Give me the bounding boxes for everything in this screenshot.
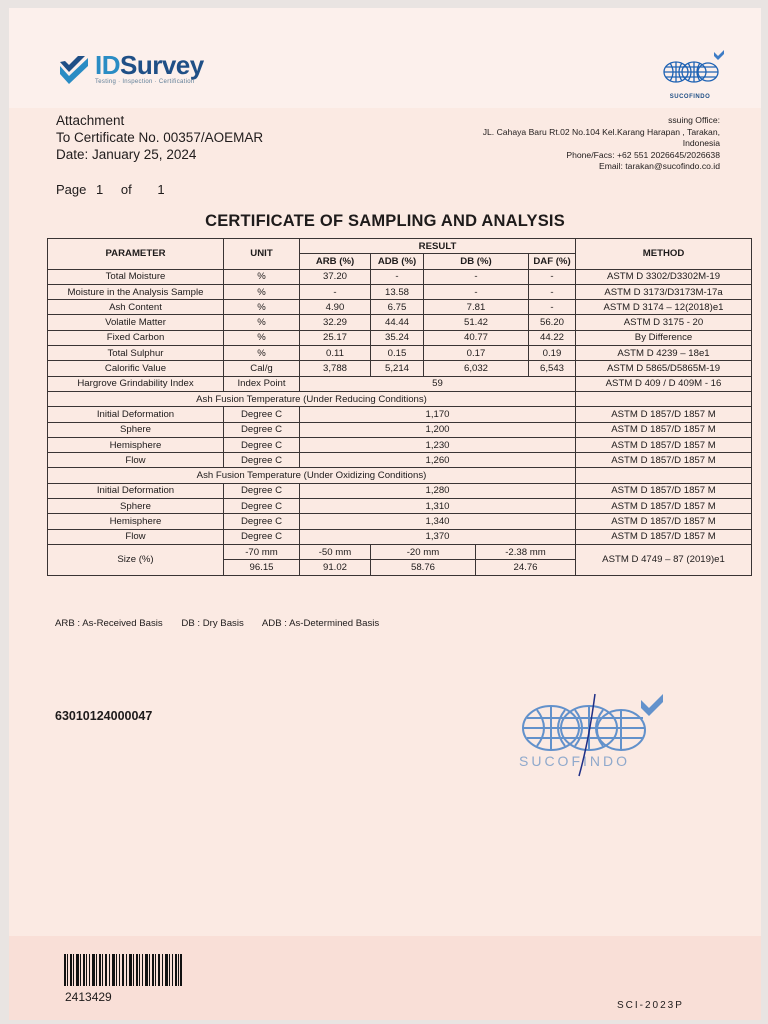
table-row: Sphere Degree C 1,200 ASTM D 1857/D 1857 M	[48, 422, 752, 437]
header-method: METHOD	[576, 239, 752, 270]
sucofindo-wordmark: SUCOFINDO	[669, 94, 711, 100]
certificate-reference	[56, 112, 263, 163]
table-row: Ash Content % 4.90 6.75 7.81 - ASTM D 3174 – 12(2018)e1	[48, 300, 752, 315]
certificate-date: Date: January 25, 2024	[56, 147, 197, 162]
section-header-oxidizing: Ash Fusion Temperature (Under Oxidizing Conditions)	[48, 468, 752, 483]
page-indicator: Page 1 of 1	[56, 182, 165, 197]
table-row: Flow Degree C 1,370 ASTM D 1857/D 1857 M	[48, 529, 752, 544]
size-row-values: 96.15 91.02 58.76 24.76	[48, 560, 752, 575]
section-header-reducing: Ash Fusion Temperature (Under Reducing Conditions)	[48, 391, 752, 406]
table-row: Fixed Carbon % 25.17 35.24 40.77 44.22 By Difference	[48, 330, 752, 345]
office-email: Email: tarakan@sucofindo.co.id	[599, 161, 720, 171]
sucofindo-globe-icon	[654, 48, 726, 88]
header-adb: ADB (%)	[371, 254, 424, 269]
analysis-table	[47, 238, 752, 576]
table-row: Calorific Value Cal/g 3,788 5,214 6,032 6,543 ASTM D 5865/D5865M-19	[48, 361, 752, 376]
table-row: Volatile Matter % 32.29 44.44 51.42 56.20 ASTM D 3175 - 20	[48, 315, 752, 330]
office-address: JL. Cahaya Baru Rt.02 No.104 Kel.Karang Harapan , Tarakan,	[482, 126, 720, 137]
certificate-page	[9, 8, 761, 1020]
header-arb: ARB (%)	[300, 254, 371, 269]
table-row: Flow Degree C 1,260 ASTM D 1857/D 1857 M	[48, 453, 752, 468]
size-row-heads: Size (%) -70 mm -50 mm -20 mm -2.38 mm ASTM D 4749 – 87 (2019)e1	[48, 544, 752, 559]
table-row: Hemisphere Degree C 1,340 ASTM D 1857/D 1857 M	[48, 514, 752, 529]
basis-legend: ARB : As-Received Basis DB : Dry Basis ADB : As-Determined Basis	[55, 618, 380, 629]
table-row: Initial Deformation Degree C 1,170 ASTM D 1857/D 1857 M	[48, 407, 752, 422]
idsurvey-logo	[57, 52, 204, 86]
svg-text:SUCOFINDO: SUCOFINDO	[519, 753, 630, 769]
certificate-number: To Certificate No. 00357/AOEMAR	[56, 130, 264, 145]
office-label: ssuing Office:	[668, 115, 720, 125]
header-parameter: PARAMETER	[48, 239, 224, 270]
header-daf: DAF (%)	[529, 254, 576, 269]
sucofindo-logo	[654, 48, 726, 100]
table-row: Sphere Degree C 1,310 ASTM D 1857/D 1857 M	[48, 499, 752, 514]
table-row: Initial Deformation Degree C 1,280 ASTM D 1857/D 1857 M	[48, 483, 752, 498]
sucofindo-stamp	[509, 680, 669, 790]
table-row: Total Sulphur % 0.11 0.15 0.17 0.19 ASTM D 4239 – 18e1	[48, 346, 752, 361]
office-phone: Phone/Facs: +62 551 2026645/2026638	[566, 149, 720, 160]
header-db: DB (%)	[424, 254, 529, 269]
attachment-label: Attachment	[56, 113, 125, 128]
header-result: RESULT	[300, 239, 576, 254]
hgi-row: Hargrove Grindability Index Index Point 59 ASTM D 409 / D 409M - 16	[48, 376, 752, 391]
reference-number: 63010124000047	[55, 709, 153, 723]
form-code: SCI-2023P	[617, 1000, 684, 1011]
table-row: Total Moisture % 37.20 - - - ASTM D 3302/D3302M-19	[48, 269, 752, 284]
table-row: Moisture in the Analysis Sample % - 13.58 - - ASTM D 3173/D3173M-17a	[48, 284, 752, 299]
idsurvey-tagline: Testing · Inspection · Certification	[95, 79, 195, 85]
page-title: CERTIFICATE OF SAMPLING AND ANALYSIS	[205, 212, 565, 230]
barcode-number: 2413429	[65, 990, 112, 1004]
issuing-office	[483, 115, 720, 173]
office-country: Indonesia	[682, 138, 720, 148]
idsurvey-wordmark: IDSurvey	[95, 50, 204, 80]
barcode	[64, 954, 182, 986]
header-unit: UNIT	[224, 239, 300, 270]
idsurvey-logo-icon	[57, 52, 91, 86]
table-row: Hemisphere Degree C 1,230 ASTM D 1857/D 1857 M	[48, 437, 752, 452]
